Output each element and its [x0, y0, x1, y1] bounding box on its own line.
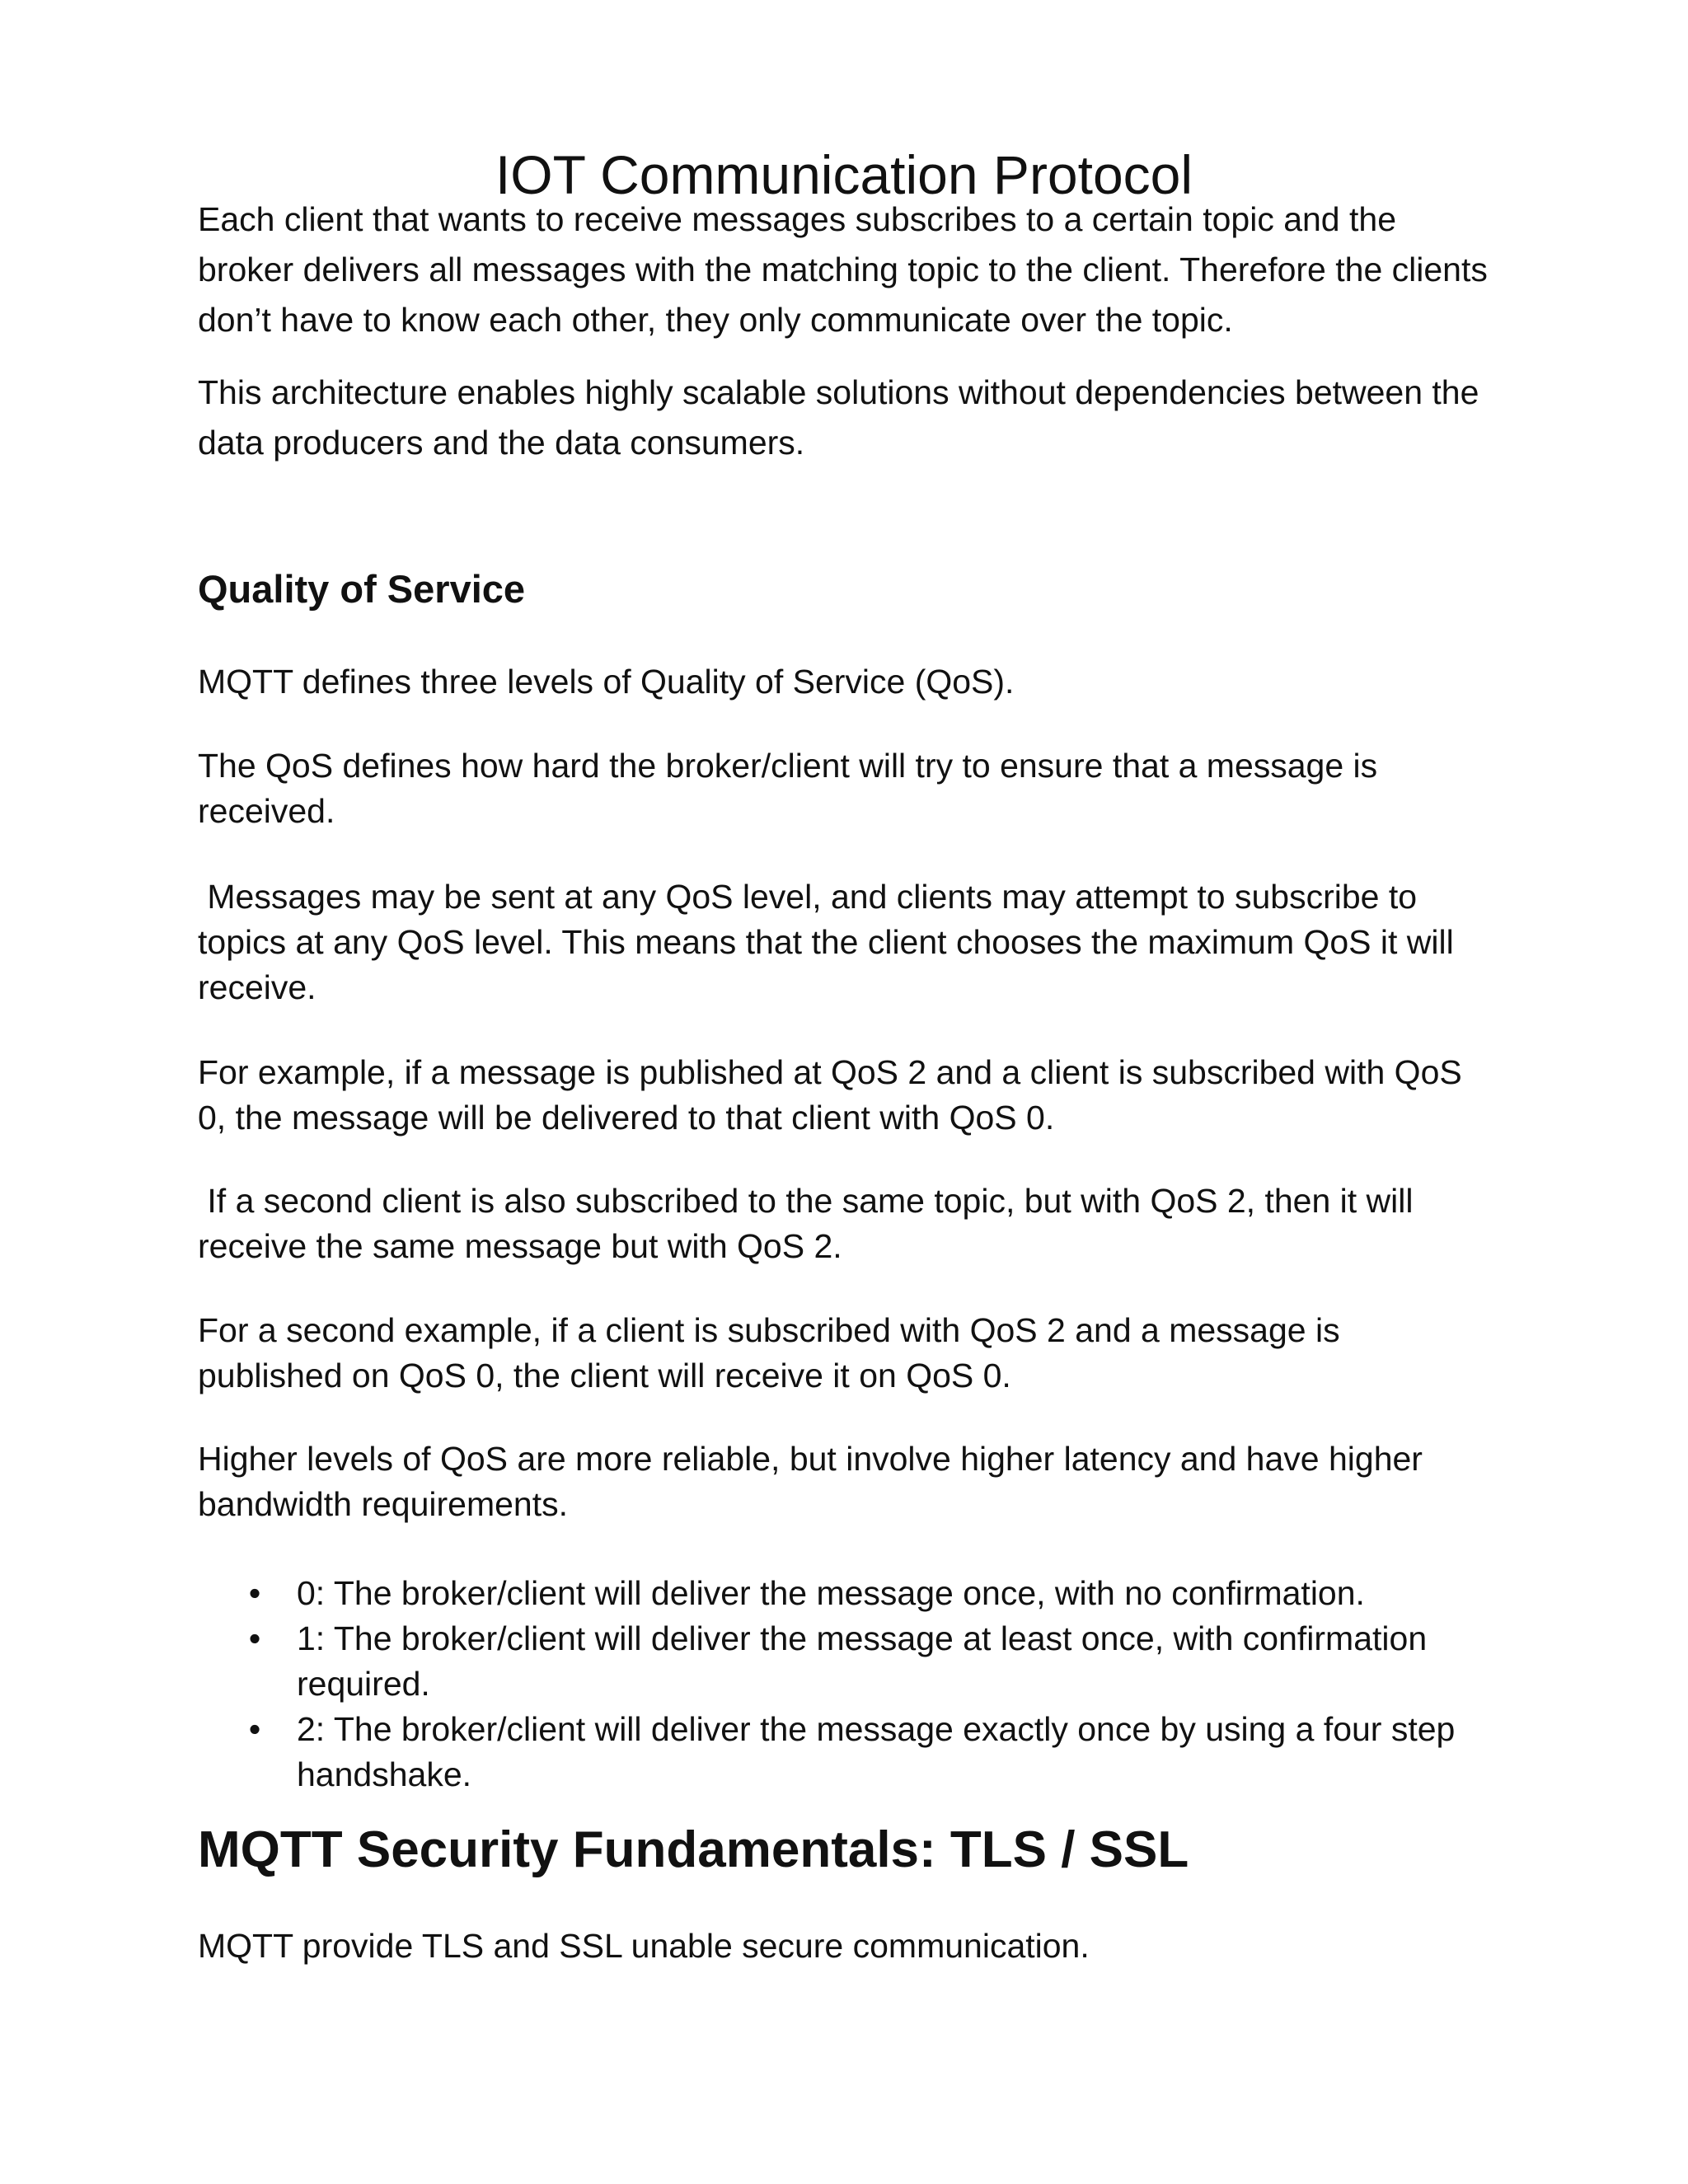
qos-level-2-item [198, 1707, 1492, 1797]
bullet-icon: • [248, 1574, 261, 1612]
document-title: IOT Communication Protocol [495, 144, 1193, 206]
qos-level-0-item [198, 1571, 1492, 1616]
qos-paragraph-6: For a second example, if a client is subscribed with QoS 2 and a message is published on QoS 0, the client will receive it on QoS 0. [198, 1311, 1340, 1394]
qos-paragraph-5: If a second client is also subscribed to the same topic, but with QoS 2, then it will receive the same message but with QoS 2. [198, 1182, 1423, 1265]
security-paragraph: MQTT provide TLS and SSL unable secure communication. [198, 1927, 1090, 1965]
qos-level-2-text: 2: The broker/client will deliver the message exactly once by using a four step handshake. [297, 1710, 1456, 1793]
qos-level-1-item [198, 1616, 1492, 1707]
bullet-icon: • [248, 1619, 261, 1657]
qos-paragraph-4: For example, if a message is published at QoS 2 and a client is subscribed with QoS 0, the message will be delivered to that client with QoS 0. [198, 1053, 1462, 1137]
qos-paragraph-2: The QoS defines how hard the broker/client will try to ensure that a message is received. [198, 747, 1378, 830]
bullet-icon: • [248, 1710, 261, 1748]
qos-levels-list [198, 1571, 1492, 1797]
qos-level-0-text: 0: The broker/client will deliver the message once, with no confirmation. [297, 1574, 1365, 1612]
qos-paragraph-1: MQTT defines three levels of Quality of Service (QoS). [198, 663, 1015, 701]
quality-of-service-heading: Quality of Service [198, 567, 526, 611]
intro-paragraph-2: This architecture enables highly scalable solutions without dependencies between the data producers and the data consumers. [198, 373, 1479, 462]
qos-paragraph-3: Messages may be sent at any QoS level, and clients may attempt to subscribe to topics at any QoS level. This means that the client chooses the maximum QoS it will receive. [198, 878, 1464, 1006]
intro-paragraph-1: Each client that wants to receive messages subscribes to a certain topic and the broker delivers all messages with the matching topic to the client. Therefore the clients don’t have to know each other, they only communicate over the topic. [198, 200, 1488, 339]
qos-level-1-text: 1: The broker/client will deliver the message at least once, with confirmation required. [297, 1619, 1428, 1703]
security-heading: MQTT Security Fundamentals: TLS / SSL [198, 1821, 1189, 1878]
qos-paragraph-7: Higher levels of QoS are more reliable, but involve higher latency and have higher bandwidth requirements. [198, 1440, 1423, 1523]
